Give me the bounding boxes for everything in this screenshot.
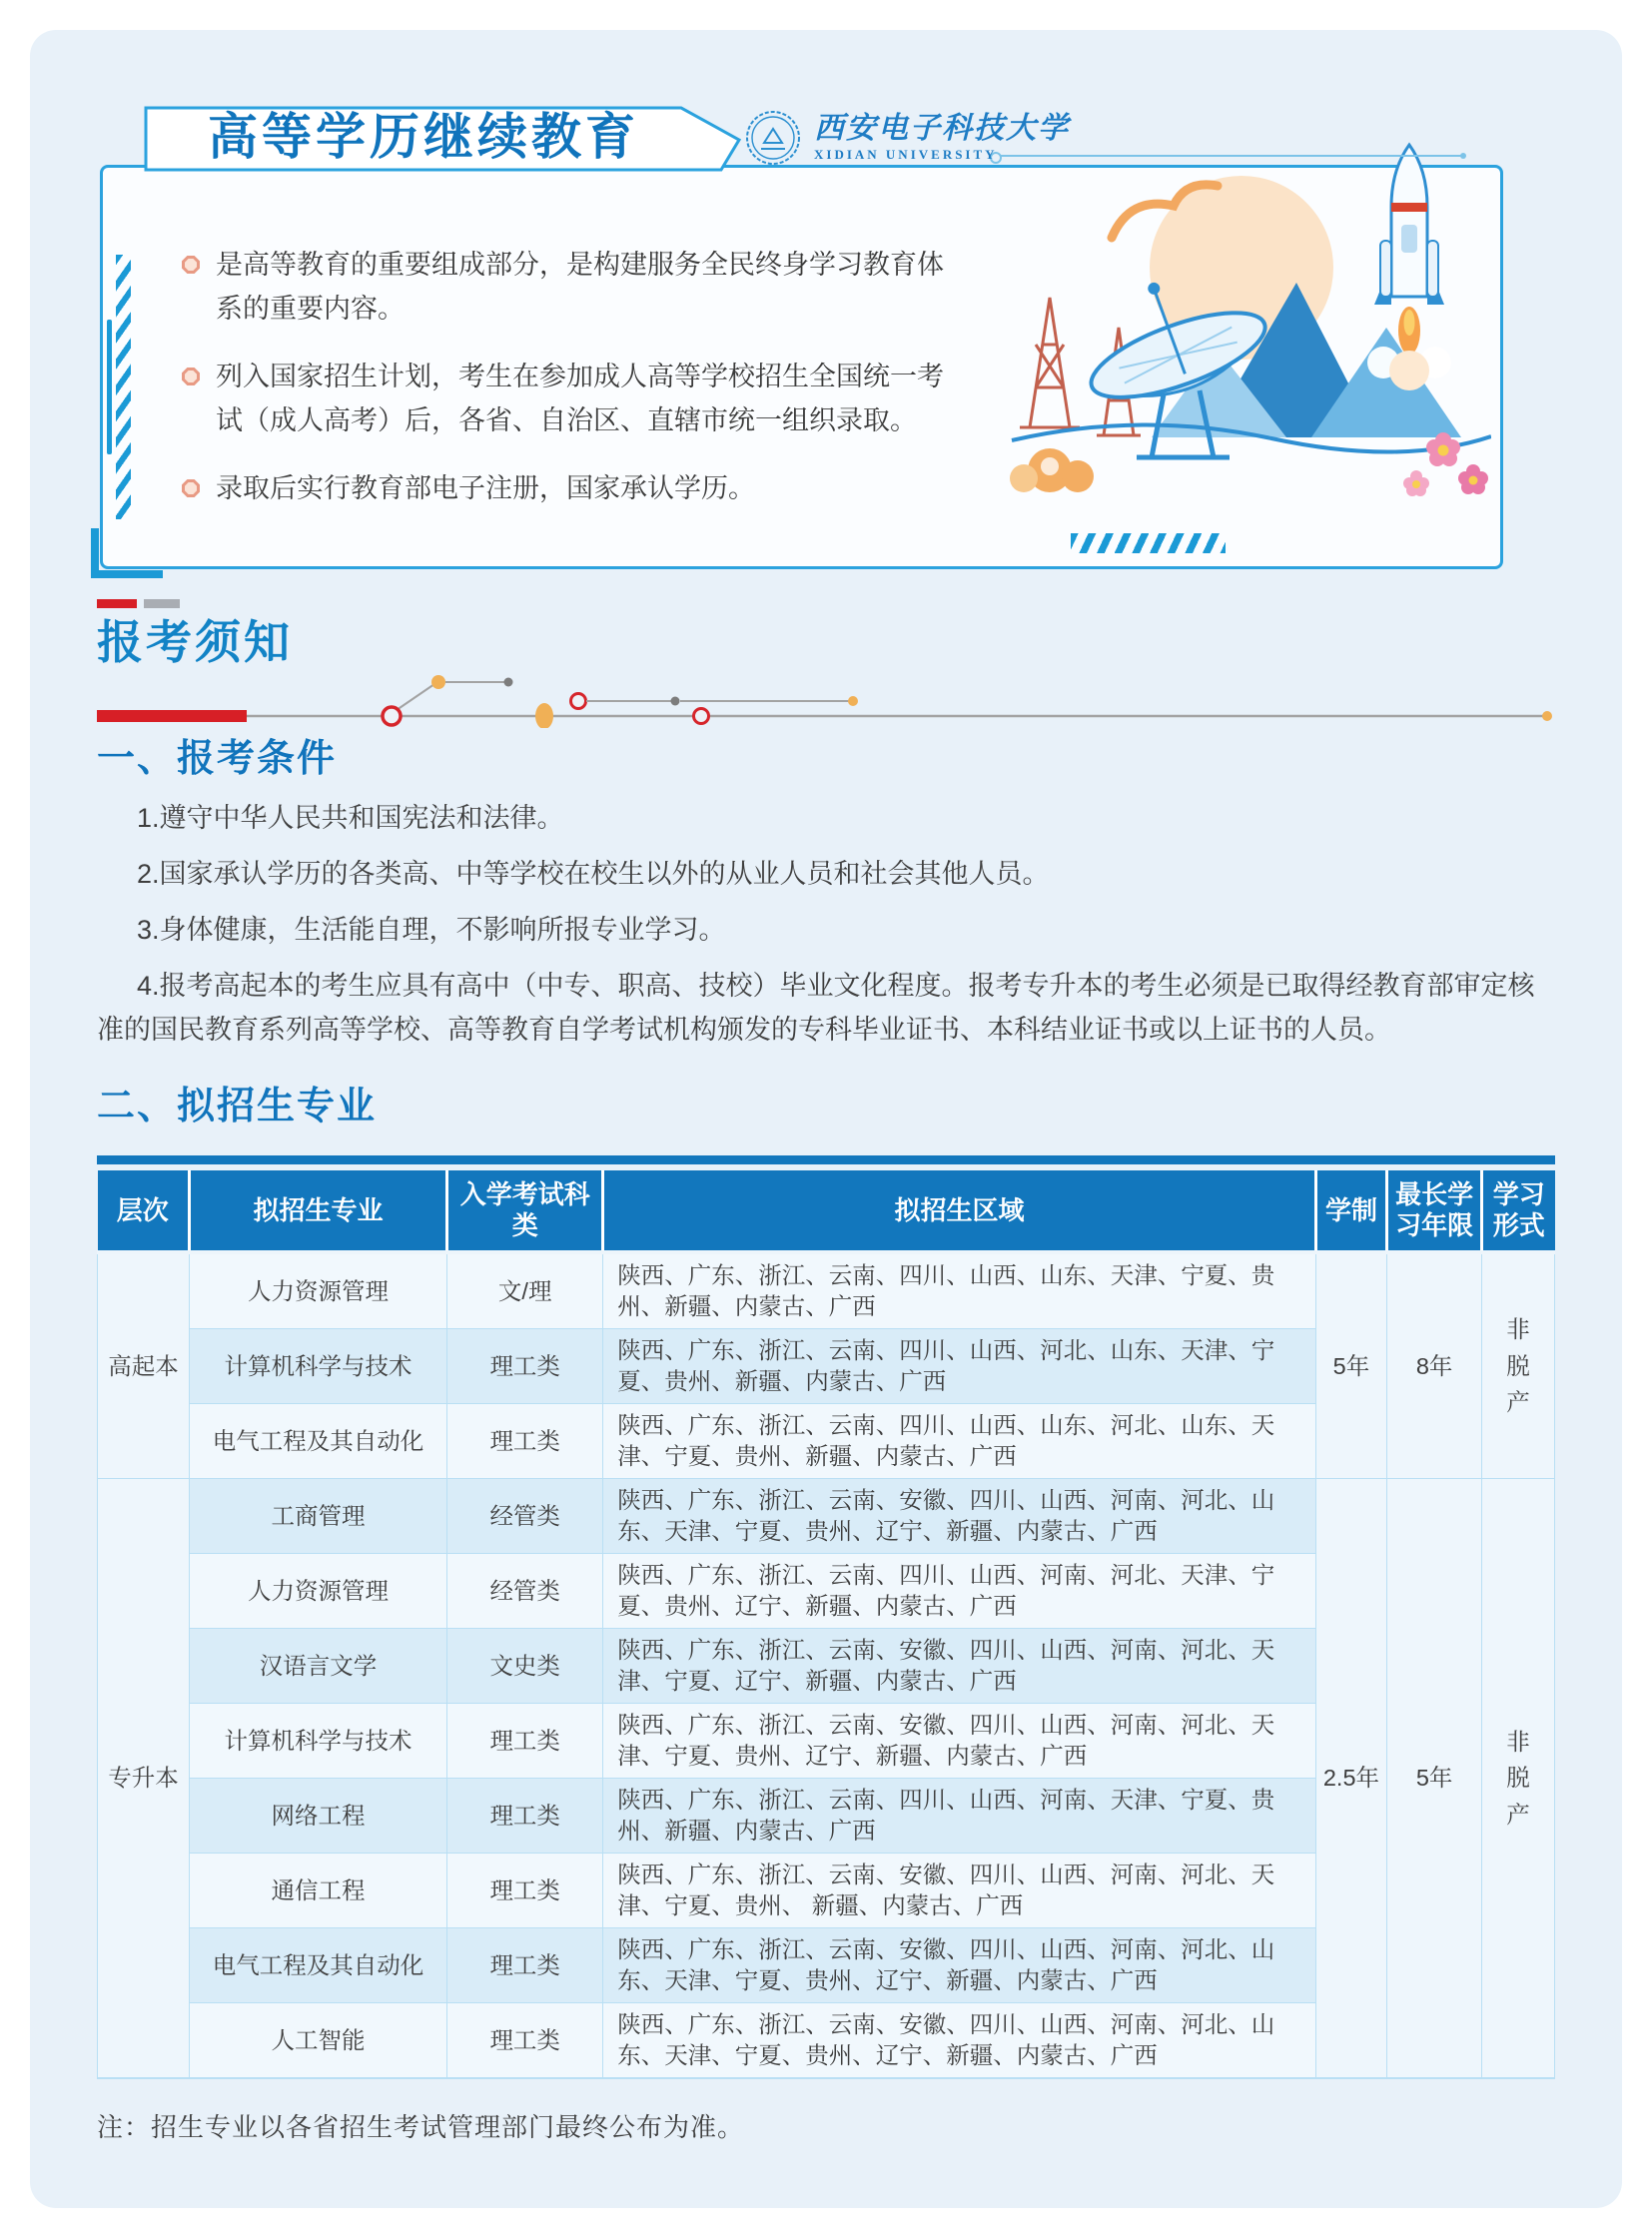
- majors-heading: 二、拟招生专业: [97, 1086, 378, 1127]
- rocket-icon: [1367, 145, 1451, 390]
- col-header-major: 拟招生专业: [189, 1170, 446, 1252]
- col-header-study-form: 学习形式: [1482, 1170, 1555, 1252]
- conditions-section: [97, 727, 1555, 1064]
- red-bar-icon: [97, 599, 137, 608]
- banner-bullet-text: 录取后实行教育部电子注册，国家承认学历。: [216, 473, 755, 503]
- regions-cell: 陕西、广东、浙江、云南、四川、山西、河北、山东、天津、宁夏、贵州、新疆、内蒙古、广西: [603, 1329, 1315, 1404]
- major-cell: 计算机科学与技术: [189, 1329, 446, 1404]
- majors-section: [97, 1075, 1555, 2144]
- regions-cell: 陕西、广东、浙江、云南、安徽、四川、山西、河南、河北、天津、宁夏、贵州、辽宁、新疆、内蒙古、广西: [603, 1704, 1315, 1779]
- university-name-en: XIDIAN UNIVERSITY: [814, 147, 998, 162]
- regions-cell: 陕西、广东、浙江、云南、四川、山西、河南、河北、天津、宁夏、贵州、辽宁、新疆、内蒙古、广西: [603, 1554, 1315, 1629]
- university-seal-icon: [744, 109, 802, 167]
- max-years-cell: 5年: [1387, 1479, 1482, 2079]
- category-cell: 理工类: [447, 1704, 603, 1779]
- max-years-cell: 8年: [1387, 1252, 1482, 1479]
- banner-title-tab: [144, 105, 743, 171]
- col-header-category: 入学考试科类: [447, 1170, 603, 1252]
- major-cell: 网络工程: [189, 1779, 446, 1854]
- category-cell: 理工类: [447, 2003, 603, 2079]
- major-cell: 通信工程: [189, 1854, 446, 1928]
- left-stripes-decoration: [116, 255, 131, 519]
- major-cell: 人力资源管理: [189, 1554, 446, 1629]
- major-cell: 人力资源管理: [189, 1252, 446, 1329]
- line-dot-icon: [1460, 153, 1466, 159]
- table-top-bar: [97, 1155, 1555, 1164]
- regions-cell: 陕西、广东、浙江、云南、四川、山西、山东、河北、山东、天津、宁夏、贵州、新疆、内蒙古、广西: [603, 1404, 1315, 1479]
- table-note: 注：招生专业以各省招生考试管理部门最终公布为准。: [97, 2112, 745, 2142]
- major-cell: 汉语言文学: [189, 1629, 446, 1704]
- regions-cell: 陕西、广东、浙江、云南、四川、山西、河南、天津、宁夏、贵州、新疆、内蒙古、广西: [603, 1779, 1315, 1854]
- col-header-max-years: 最长学习年限: [1387, 1170, 1482, 1252]
- banner-bullet: [182, 355, 956, 442]
- study-form-cell: 非脱产: [1482, 1252, 1555, 1479]
- banner-title: 高等学历继续教育: [208, 109, 639, 165]
- left-bar-decoration: [107, 320, 112, 454]
- category-cell: 文/理: [447, 1252, 603, 1329]
- study-form-cell: 非脱产: [1482, 1479, 1555, 2079]
- banner-bullet: [182, 243, 956, 331]
- category-cell: 经管类: [447, 1554, 603, 1629]
- regions-cell: 陕西、广东、浙江、云南、安徽、四川、山西、河南、河北、天津、宁夏、贵州、 新疆、内蒙古、广西: [603, 1854, 1315, 1928]
- poster-canvas: [30, 30, 1622, 2208]
- category-cell: 理工类: [447, 1854, 603, 1928]
- notice-network-decoration: [97, 668, 1555, 728]
- table-row: [98, 1479, 1555, 1554]
- condition-item: 1.遵守中华人民共和国宪法和法律。: [137, 803, 564, 833]
- flower-bullet-icon: [182, 256, 200, 274]
- level-cell: 专升本: [98, 1479, 190, 2079]
- bottom-right-stripes-decoration: [1071, 533, 1226, 553]
- category-cell: 理工类: [447, 1779, 603, 1854]
- duration-cell: 2.5年: [1315, 1479, 1386, 2079]
- cloud-icon: [1010, 448, 1094, 492]
- notice-title: 报考须知: [97, 616, 293, 668]
- banner-bullet-text: 列入国家招生计划，考生在参加成人高等学校招生全国统一考试（成人高考）后，各省、自治区、直辖市统一组织录取。: [216, 362, 944, 435]
- major-cell: 电气工程及其自动化: [189, 1404, 446, 1479]
- col-header-level: 层次: [98, 1170, 190, 1252]
- category-cell: 理工类: [447, 1329, 603, 1404]
- col-header-duration: 学制: [1315, 1170, 1386, 1252]
- regions-cell: 陕西、广东、浙江、云南、安徽、四川、山西、河南、河北、山东、天津、宁夏、贵州、辽宁、新疆、内蒙古、广西: [603, 1479, 1315, 1554]
- table-header-row: [98, 1170, 1555, 1252]
- major-cell: 人工智能: [189, 2003, 446, 2079]
- banner-bullet-text: 是高等教育的重要组成部分，是构建服务全民终身学习教育体系的重要内容。: [216, 250, 944, 324]
- regions-cell: 陕西、广东、浙江、云南、安徽、四川、山西、河南、河北、山东、天津、宁夏、贵州、辽宁、新疆、内蒙古、广西: [603, 1928, 1315, 2003]
- flower-bullet-icon: [182, 368, 200, 385]
- table-row: [98, 1252, 1555, 1329]
- condition-item: 2.国家承认学历的各类高、中等学校在校生以外的从业人员和社会其他人员。: [137, 859, 1050, 889]
- category-cell: 理工类: [447, 1928, 603, 2003]
- university-brand: [744, 109, 1070, 167]
- regions-cell: 陕西、广东、浙江、云南、安徽、四川、山西、河南、河北、天津、宁夏、辽宁、新疆、内蒙古、广西: [603, 1629, 1315, 1704]
- regions-cell: 陕西、广东、浙江、云南、安徽、四川、山西、河南、河北、山东、天津、宁夏、贵州、辽宁、新疆、内蒙古、广西: [603, 2003, 1315, 2079]
- conditions-heading: 一、报考条件: [97, 738, 338, 780]
- flower-bullet-icon: [182, 479, 200, 497]
- regions-cell: 陕西、广东、浙江、云南、四川、山西、山东、天津、宁夏、贵州、新疆、内蒙古、广西: [603, 1252, 1315, 1329]
- duration-cell: 5年: [1315, 1252, 1386, 1479]
- university-name-cn: 西安电子科技大学: [814, 111, 1070, 146]
- level-cell: 高起本: [98, 1252, 190, 1479]
- banner-corner-accent: [91, 528, 163, 578]
- gray-bar-icon: [144, 599, 180, 608]
- condition-item: 3.身体健康，生活能自理，不影响所报专业学习。: [137, 915, 726, 945]
- notice-section: [97, 599, 1555, 733]
- category-cell: 理工类: [447, 1404, 603, 1479]
- col-header-regions: 拟招生区域: [603, 1170, 1315, 1252]
- university-names: [814, 113, 1070, 163]
- header-banner: [100, 105, 1503, 569]
- condition-item: 4.报考高起本的考生应具有高中（中专、职高、技校）毕业文化程度。报考专升本的考生必须是已取得经教育部审定核准的国民教育系列高等学校、高等教育自学考试机构颁发的专科毕业证书、本科结业证书或以上证书的人员。: [97, 971, 1535, 1045]
- category-cell: 经管类: [447, 1479, 603, 1554]
- mini-bars-decoration: [97, 599, 1555, 608]
- major-cell: 电气工程及其自动化: [189, 1928, 446, 2003]
- header-illustration: [992, 133, 1491, 507]
- banner-bullet: [182, 466, 956, 510]
- major-cell: 计算机科学与技术: [189, 1704, 446, 1779]
- banner-bullet-list: [182, 243, 956, 534]
- majors-table: [97, 1170, 1555, 2079]
- category-cell: 文史类: [447, 1629, 603, 1704]
- major-cell: 工商管理: [189, 1479, 446, 1554]
